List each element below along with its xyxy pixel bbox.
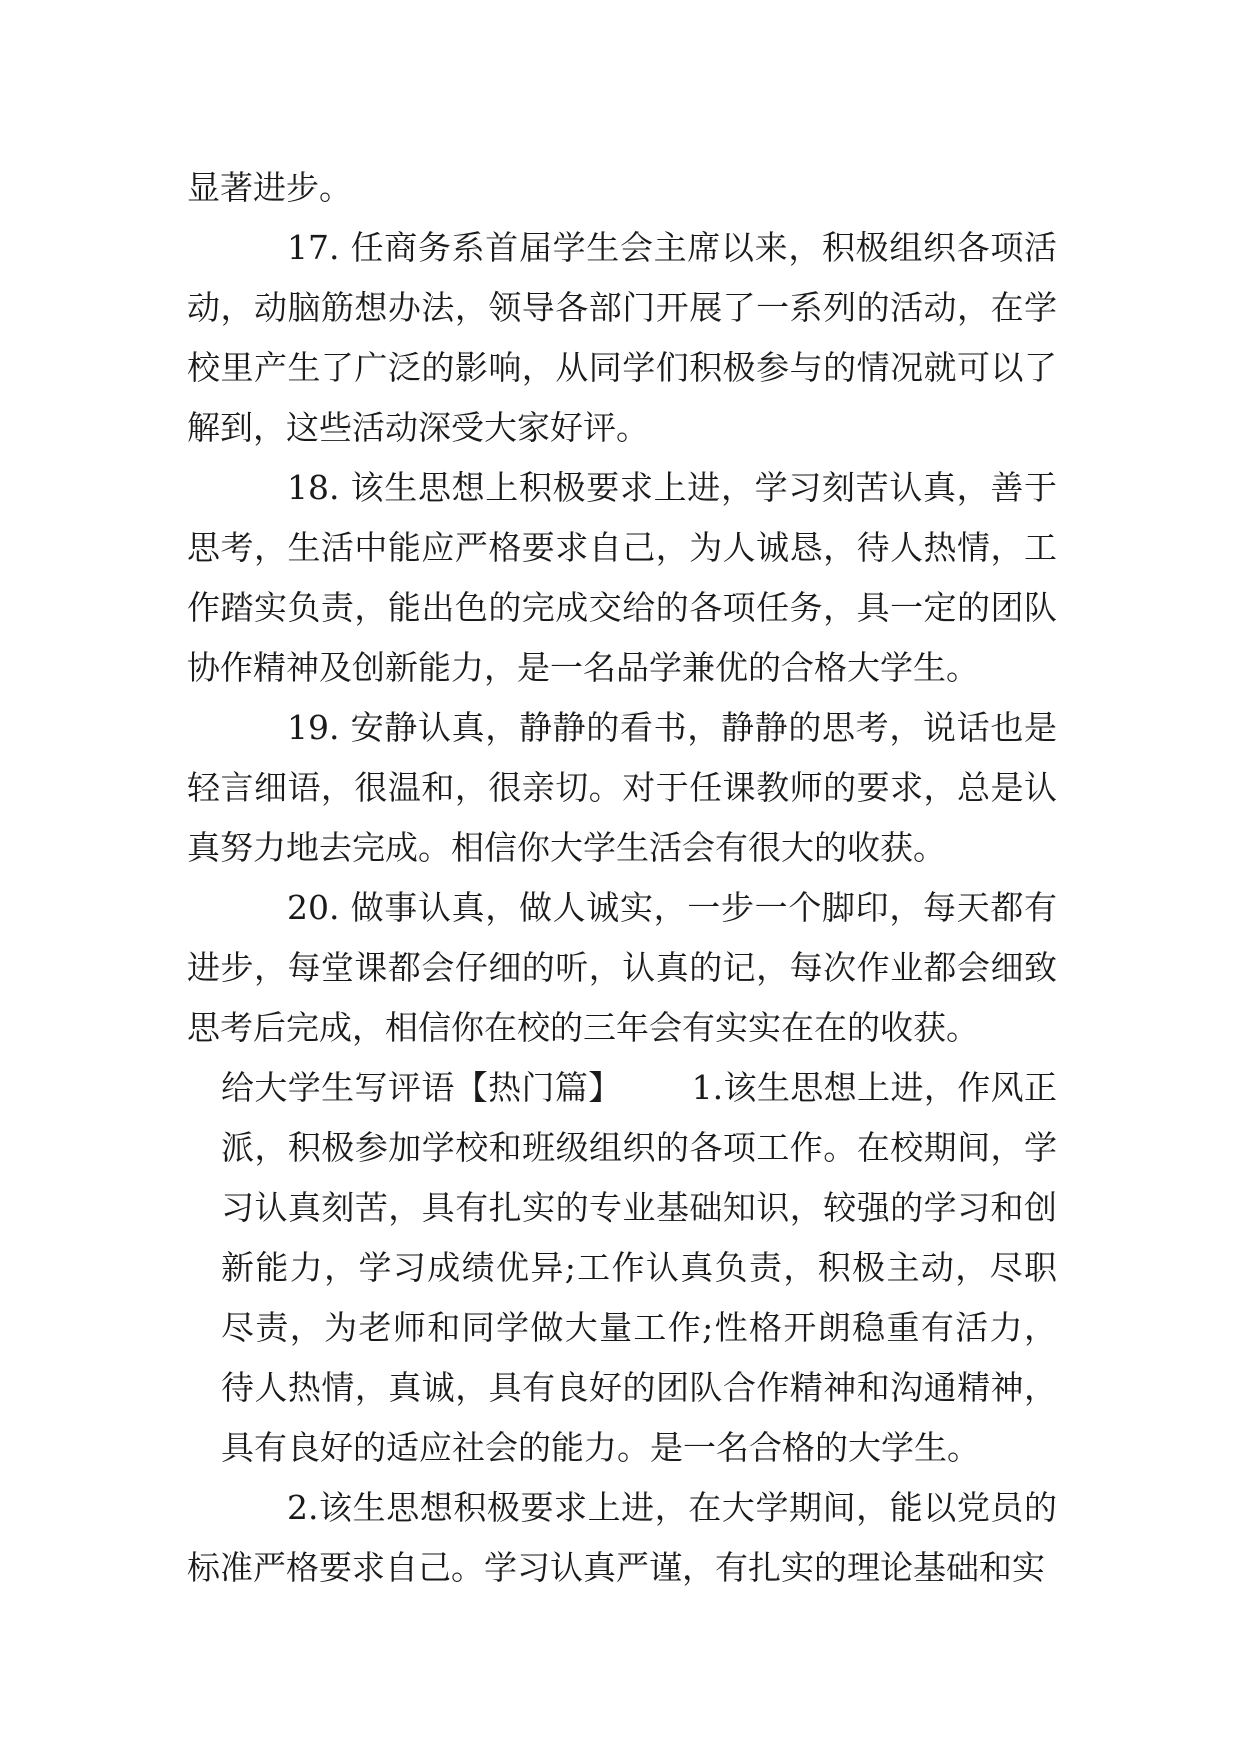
paragraph-item-18: 18. 该生思想上积极要求上进，学习刻苦认真，善于思考，生活中能应严格要求自己，为人诚恳，待人热情，工作踏实负责，能出色的完成交给的各项任务，具一定的团队协作精神及创新能力，是一名品学兼优的合格大学生。 (187, 468, 1057, 687)
paragraph-item-20: 20. 做事认真，做人诚实，一步一个脚印，每天都有进步，每堂课都会仔细的听，认真的记，每次作业都会细致思考后完成，相信你在校的三年会有实实在在的收获。 (187, 888, 1057, 1047)
paragraph-item-19: 19. 安静认真，静静的看书，静静的思考，说话也是轻言细语，很温和，很亲切。对于任课教师的要求，总是认真努力地去完成。相信你大学生活会有很大的收获。 (187, 708, 1057, 867)
paragraph-item-1: 1.该生思想上进，作风正派，积极参加学校和班级组织的各项工作。在校期间，学习认真刻苦，具有扎实的专业基础知识，较强的学习和创新能力，学习成绩优异;工作认真负责，积极主动，尽职尽责，为老师和同学做大量工作;性格开朗稳重有活力，待人热情，真诚，具有良好的团队合作精神和沟通精神，具有良好的适应社会的能力。是一名合格的大学生。 (221, 1068, 1057, 1467)
document-body (187, 158, 1057, 1598)
paragraph-fragment: 显著进步。 (187, 168, 352, 207)
section-heading: 给大学生写评语【热门篇】 (221, 1068, 622, 1107)
section-paragraph (187, 1058, 1057, 1478)
paragraph-item-2: 2.该生思想积极要求上进，在大学期间，能以党员的标准严格要求自己。学习认真严谨，有扎实的理论基础和实 (187, 1488, 1057, 1587)
paragraph-item-17: 17. 任商务系首届学生会主席以来，积极组织各项活动，动脑筋想办法，领导各部门开展了一系列的活动，在学校里产生了广泛的影响，从同学们积极参与的情况就可以了解到，这些活动深受大家好评。 (187, 228, 1057, 447)
